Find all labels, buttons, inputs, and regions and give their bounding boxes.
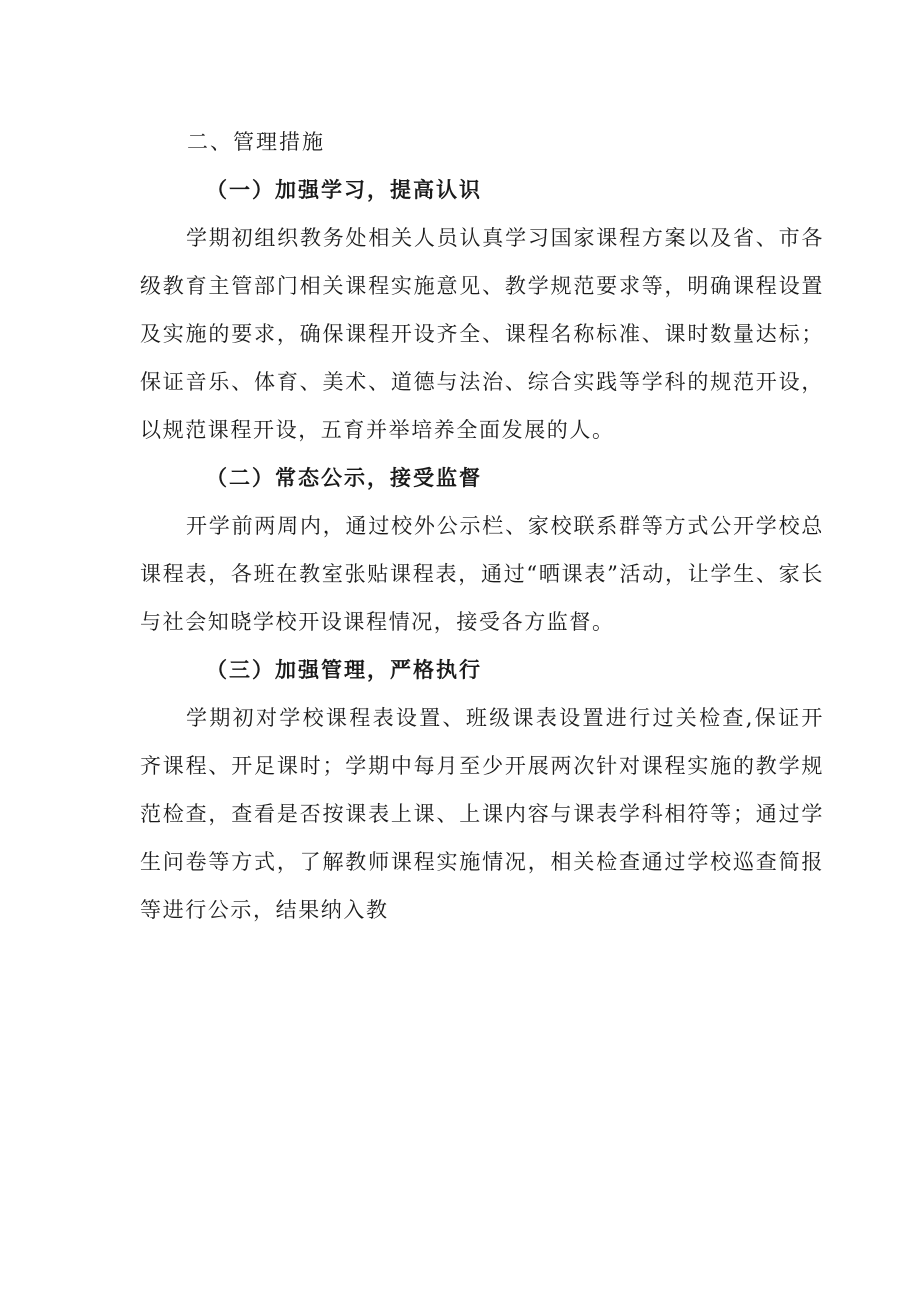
document-body (140, 118, 824, 934)
section-title: 二、管理措施 (187, 130, 325, 154)
subsection-paragraph-3: 学期初对学校课程表设置、班级课表设置进行过关检查,保证开齐课程、开足课时；学期中每月至少开展两次针对课程实施的教学规范检查，查看是否按课表上课、上课内容与课表学科相符等；通过学生问卷等方式，了解教师课程实施情况，相关检查通过学校巡查简报等进行公示，结果纳入教 (140, 706, 824, 922)
subsection-heading-2: （二）常态公示，接受监督 (206, 465, 482, 490)
subsection-paragraph-2: 开学前两周内，通过校外公示栏、家校联系群等方式公开学校总课程表，各班在教室张贴课程表，通过“晒课表”活动，让学生、家长与社会知晓学校开设课程情况，接受各方监督。 (140, 514, 824, 634)
subsection-heading-1: （一）加强学习，提高认识 (206, 177, 482, 202)
subsection-heading-3: （三）加强管理，严格执行 (206, 657, 482, 682)
subsection-paragraph-1: 学期初组织教务处相关人员认真学习国家课程方案以及省、市各级教育主管部门相关课程实施意见、教学规范要求等，明确课程设置及实施的要求，确保课程开设齐全、课程名称标准、课时数量达标；保证音乐、体育、美术、道德与法治、综合实践等学科的规范开设，以规范课程开设，五育并举培养全面发展的人。 (140, 226, 824, 442)
